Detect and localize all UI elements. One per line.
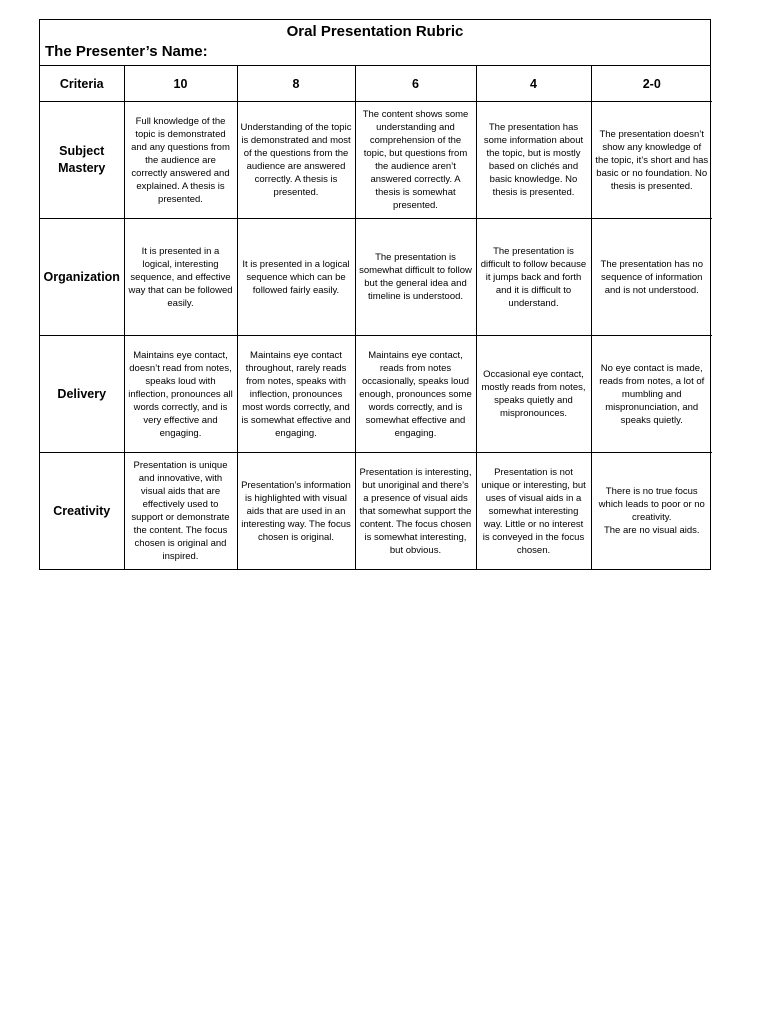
descriptor-cell: It is presented in a logical, interesting sequence, and effective way that can be followed easily. — [124, 219, 237, 336]
row-subject-mastery — [40, 102, 712, 219]
rubric-grid — [40, 66, 712, 569]
title-row — [40, 20, 710, 66]
descriptor-cell: The presentation is difficult to follow because it jumps back and forth and it is difficult to understand. — [476, 219, 591, 336]
criterion-label: Creativity — [40, 453, 124, 570]
descriptor-cell: No eye contact is made, reads from notes, a lot of mumbling and mispronunciation, and speaks quietly. — [591, 336, 712, 453]
descriptor-cell: Full knowledge of the topic is demonstrated and any questions from the audience are correctly answered and explained. A thesis is presented. — [124, 102, 237, 219]
descriptor-cell: The presentation has some information about the topic, but is mostly based on clichés and basic knowledge. No thesis is presented. — [476, 102, 591, 219]
descriptor-cell: The presentation doesn’t show any knowledge of the topic, it’s short and has basic or no foundation. No thesis is presented. — [591, 102, 712, 219]
descriptor-cell: The content shows some understanding and comprehension of the topic, but questions from the audience aren’t answered correctly. A thesis is somewhat presented. — [355, 102, 476, 219]
header-criteria: Criteria — [40, 66, 124, 102]
rubric-title: Oral Presentation Rubric — [286, 23, 464, 40]
descriptor-cell: There is no true focus which leads to poor or no creativity. The are no visual aids. — [591, 453, 712, 570]
header-score-8: 8 — [237, 66, 355, 102]
descriptor-cell: Occasional eye contact, mostly reads from notes, speaks quietly and mispronounces. — [476, 336, 591, 453]
header-score-2-0: 2-0 — [591, 66, 712, 102]
rubric-table — [39, 19, 711, 570]
descriptor-cell: Maintains eye contact, reads from notes occasionally, speaks loud enough, pronounces some words correctly, and is somewhat effective and engaging. — [355, 336, 476, 453]
descriptor-cell: It is presented in a logical sequence which can be followed fairly easily. — [237, 219, 355, 336]
row-delivery — [40, 336, 712, 453]
descriptor-cell: Maintains eye contact, doesn’t read from notes, speaks loud with inflection, pronounces all words correctly, and is very effective and engaging. — [124, 336, 237, 453]
presenter-name-label: The Presenter’s Name: — [45, 43, 208, 60]
criterion-label: Delivery — [40, 336, 124, 453]
criterion-label: Subject Mastery — [40, 102, 124, 219]
descriptor-cell: The presentation is somewhat difficult to follow but the general idea and timeline is understood. — [355, 219, 476, 336]
header-score-10: 10 — [124, 66, 237, 102]
descriptor-cell: Presentation’s information is highlighted with visual aids that are used in an interesting way. The focus chosen is original. — [237, 453, 355, 570]
descriptor-cell: Presentation is interesting, but unoriginal and there’s a presence of visual aids that somewhat support the content. The focus chosen is somewhat interesting, but obvious. — [355, 453, 476, 570]
row-organization — [40, 219, 712, 336]
descriptor-cell: The presentation has no sequence of information and is not understood. — [591, 219, 712, 336]
header-score-6: 6 — [355, 66, 476, 102]
descriptor-cell: Understanding of the topic is demonstrated and most of the questions from the audience are answered correctly. A thesis is presented. — [237, 102, 355, 219]
descriptor-cell: Maintains eye contact throughout, rarely reads from notes, speaks with inflection, pronounces most words correctly, and is somewhat effective and engaging. — [237, 336, 355, 453]
criterion-label: Organization — [40, 219, 124, 336]
descriptor-cell: Presentation is not unique or interesting, but uses of visual aids in a somewhat interesting way. Little or no interest is conveyed in the focus chosen. — [476, 453, 591, 570]
row-creativity — [40, 453, 712, 570]
header-row — [40, 66, 712, 102]
header-score-4: 4 — [476, 66, 591, 102]
descriptor-cell: Presentation is unique and innovative, with visual aids that are effectively used to support or demonstrate the content. The focus chosen is original and inspired. — [124, 453, 237, 570]
